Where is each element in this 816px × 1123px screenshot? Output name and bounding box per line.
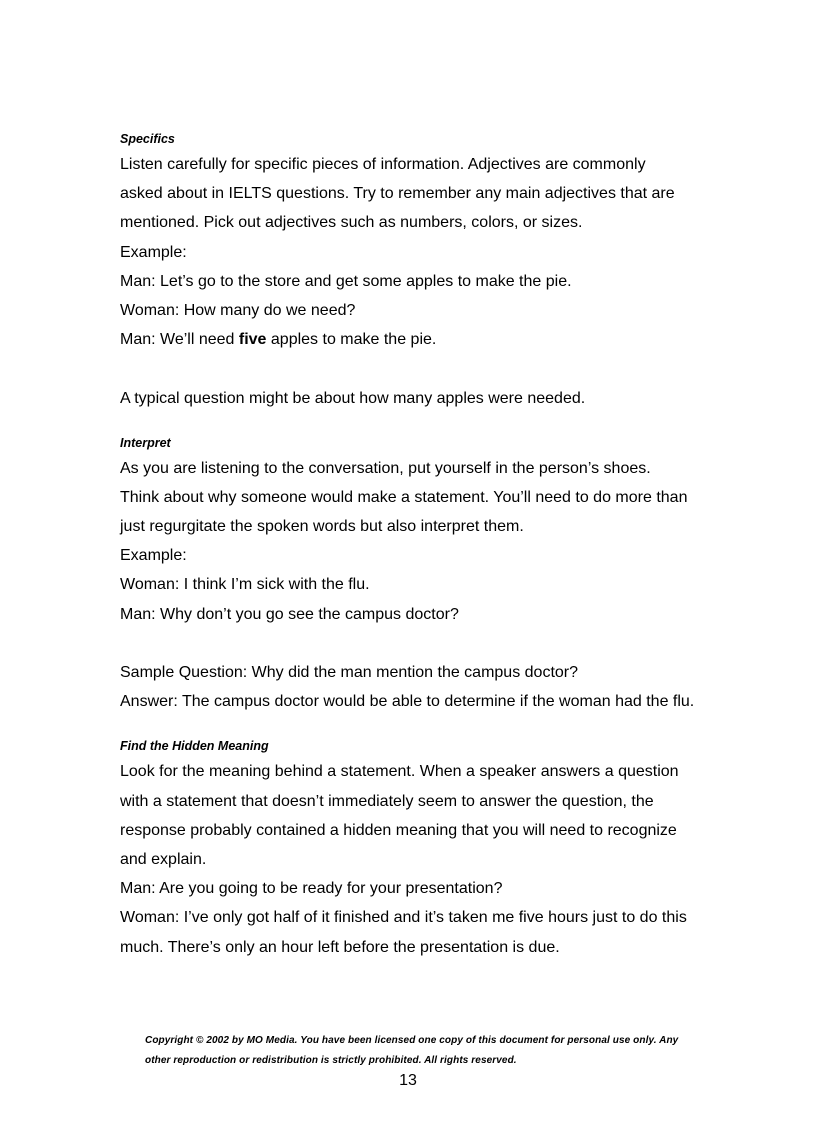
dialog-line: much. There’s only an hour left before the presentation is due. bbox=[120, 938, 560, 956]
section-heading-specifics: Specifics bbox=[120, 132, 175, 146]
section-heading-interpret: Interpret bbox=[120, 435, 171, 450]
paragraph-line: As you are listening to the conversation, put yourself in the person’s shoes. bbox=[120, 459, 651, 477]
section-gap bbox=[120, 716, 720, 735]
page-number: 13 bbox=[399, 1072, 417, 1089]
document-body bbox=[120, 128, 720, 962]
dialog-line: Man: Why don’t you go see the campus doctor? bbox=[120, 605, 459, 623]
blank-line bbox=[120, 629, 720, 658]
paragraph-line: Think about why someone would make a statement. You’ll need to do more than bbox=[120, 488, 688, 506]
section-gap bbox=[120, 413, 720, 432]
sample-answer: Answer: The campus doctor would be able to determine if the woman had the flu. bbox=[120, 693, 695, 711]
paragraph-line: just regurgitate the spoken words but also interpret them. bbox=[120, 518, 524, 536]
sample-question: Sample Question: Why did the man mention the campus doctor? bbox=[120, 664, 579, 681]
paragraph-line: and explain. bbox=[120, 850, 207, 868]
example-label: Example: bbox=[120, 243, 187, 261]
dialog-line: Woman: How many do we need? bbox=[120, 301, 356, 319]
dialog-line: Man: Are you going to be ready for your presentation? bbox=[120, 880, 503, 898]
paragraph-line: response probably contained a hidden meaning that you will need to recognize bbox=[120, 821, 677, 839]
emphasized-word: five bbox=[238, 331, 267, 349]
paragraph-line: with a statement that doesn’t immediately seem to answer the question, the bbox=[120, 792, 654, 810]
section-heading-hidden-meaning: Find the Hidden Meaning bbox=[120, 739, 269, 754]
copyright-line: Copyright © 2002 by MO Media. You have been licensed one copy of this document for personal use only. Any bbox=[145, 1035, 679, 1046]
copyright-line: other reproduction or redistribution is strictly prohibited. All rights reserved. bbox=[145, 1055, 517, 1066]
dialog-line bbox=[120, 325, 720, 354]
dialog-text: Man: We’ll need bbox=[120, 331, 239, 349]
paragraph-line: asked about in IELTS questions. Try to remember any main adjectives that are bbox=[120, 185, 675, 203]
dialog-line: Man: Let’s go to the store and get some apples to make the pie. bbox=[120, 272, 572, 290]
copyright-footer bbox=[145, 1031, 725, 1071]
note-line: A typical question might be about how many apples were needed. bbox=[120, 389, 586, 407]
dialog-line: Woman: I’ve only got half of it finished and it’s taken me five hours just to do this bbox=[120, 909, 687, 927]
blank-line bbox=[120, 354, 720, 383]
paragraph-line: mentioned. Pick out adjectives such as numbers, colors, or sizes. bbox=[120, 214, 583, 232]
paragraph-line: Look for the meaning behind a statement. When a speaker answers a question bbox=[120, 763, 679, 781]
dialog-text: apples to make the pie. bbox=[266, 331, 437, 349]
paragraph-line: Listen carefully for specific pieces of information. Adjectives are commonly bbox=[120, 156, 646, 173]
example-label: Example: bbox=[120, 547, 187, 565]
dialog-line: Woman: I think I’m sick with the flu. bbox=[120, 576, 370, 594]
